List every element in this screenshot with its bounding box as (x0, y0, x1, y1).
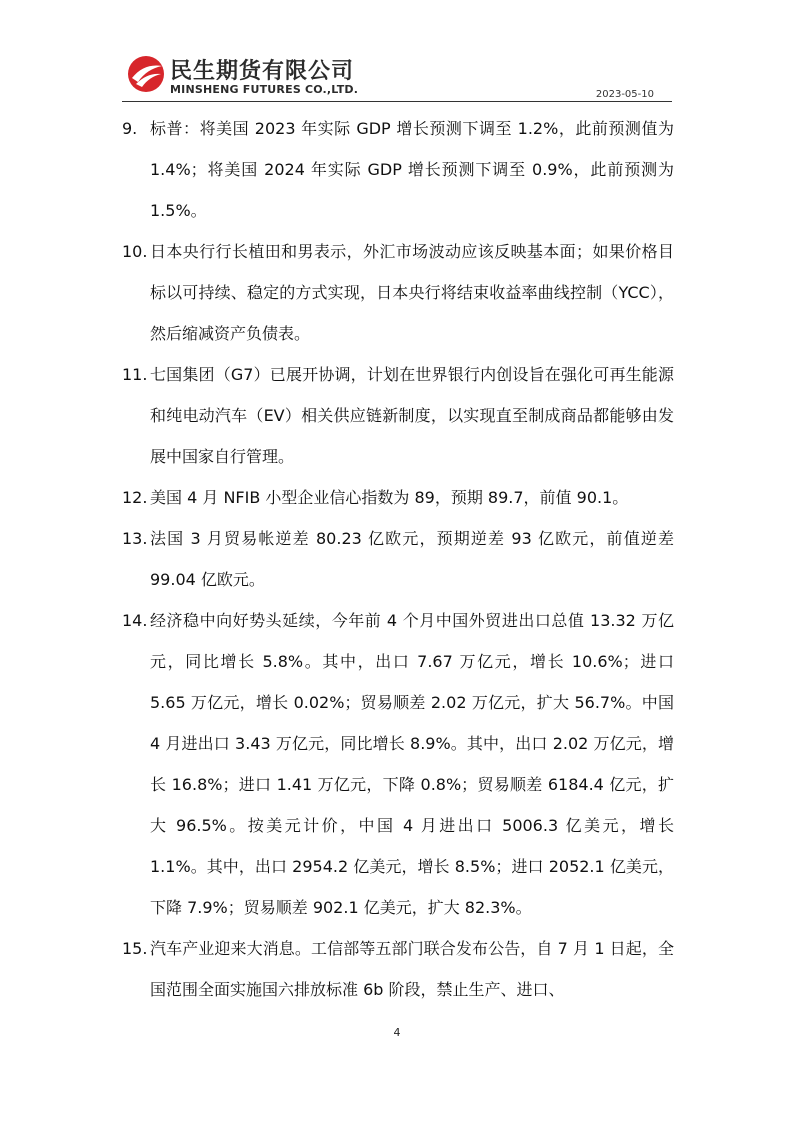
company-name-cn: 民生期货有限公司 (170, 59, 355, 84)
item-text: 日本央行行长植田和男表示，外汇市场波动应该反映基本面；如果价格目标以可持续、稳定的方式实现，日本央行将结束收益率曲线控制（YCC），然后缩减资产负债表。 (150, 242, 674, 343)
minsheng-logo-icon (126, 54, 166, 94)
list-item (122, 477, 674, 518)
list-item (122, 928, 674, 1010)
list-item (122, 600, 674, 928)
list-item (122, 354, 674, 477)
list-item (122, 231, 674, 354)
item-text: 经济稳中向好势头延续，今年前 4 个月中国外贸进出口总值 13.32 万亿元，同比增长 5.8%。其中，出口 7.67 万亿元，增长 10.6%；进口 5.65 万亿元，增长 0.02%；贸易顺差 2.02 万亿元，扩大 56.7%。中国 4 月进出口 3.43 万亿元，同比增长 8.9%。其中，出口 2.02 万亿元，增长 16.8%；进口 1.41 万亿元，下降 0.8%；贸易顺差 6184.4 亿元，扩大 96.5%。按美元计价，中国 4 月进出口 5006.3 亿美元，增长 1.1%。其中，出口 2954.2 亿美元，增长 8.5%；进口 2052.1 亿美元，下降 7.9%；贸易顺差 902.1 亿美元，扩大 82.3%。 (150, 611, 674, 917)
list-item (122, 108, 674, 231)
item-number: 9. (122, 119, 138, 138)
item-text: 七国集团（G7）已展开协调，计划在世界银行内创设旨在强化可再生能源和纯电动汽车（EV）相关供应链新制度，以实现直至制成商品都能够由发展中国家自行管理。 (150, 365, 674, 466)
item-text: 汽车产业迎来大消息。工信部等五部门联合发布公告，自 7 月 1 日起，全国范围全面实施国六排放标准 6b 阶段，禁止生产、进口、 (150, 939, 674, 999)
report-date: 2023-05-10 (595, 89, 654, 100)
page-number: 4 (393, 1026, 401, 1039)
item-number: 15. (122, 939, 148, 958)
item-number: 14. (122, 611, 148, 630)
item-text: 美国 4 月 NFIB 小型企业信心指数为 89，预期 89.7，前值 90.1。 (150, 488, 629, 507)
item-number: 11. (122, 365, 148, 384)
item-text: 标普：将美国 2023 年实际 GDP 增长预测下调至 1.2%，此前预测值为 1.4%；将美国 2024 年实际 GDP 增长预测下调至 0.9%，此前预测为 1.5%。 (150, 119, 674, 220)
list-item (122, 518, 674, 600)
item-number: 10. (122, 242, 148, 261)
item-text: 法国 3 月贸易帐逆差 80.23 亿欧元，预期逆差 93 亿欧元，前值逆差 99.04 亿欧元。 (150, 529, 674, 589)
news-list (122, 108, 674, 1010)
item-number: 13. (122, 529, 148, 548)
header-divider (122, 101, 672, 102)
company-name-en: MINSHENG FUTURES CO.,LTD. (170, 83, 359, 96)
item-number: 12. (122, 488, 148, 507)
company-logo (126, 52, 366, 100)
